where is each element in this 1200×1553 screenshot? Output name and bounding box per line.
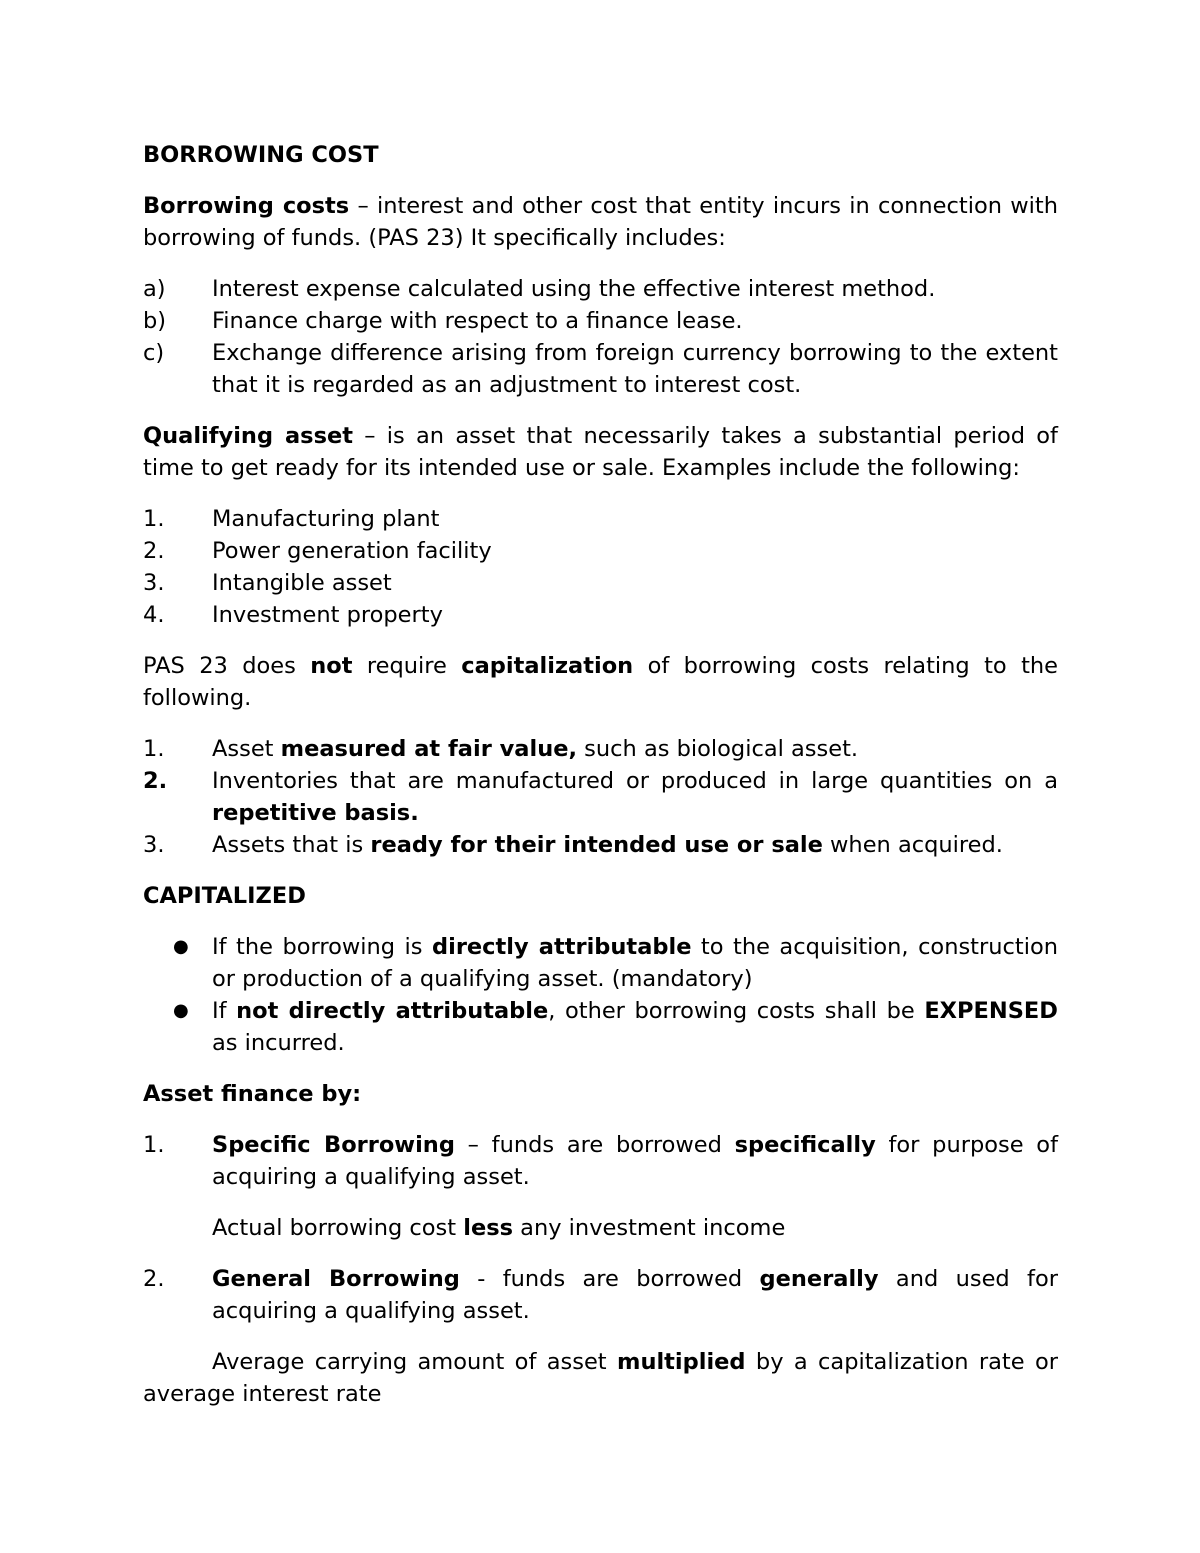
asset-finance-list-2 <box>143 1263 1058 1327</box>
term-borrowing-costs: Borrowing costs <box>143 193 350 219</box>
borrowing-costs-definition: Borrowing costs – interest and other cost that entity incurs in connection with borrowing of funds. (PAS 23) It specifically includes: <box>143 193 1058 251</box>
list-item: 1. Specific Borrowing – funds are borrowed specifically for purpose of acquiring a qualifying asset. <box>143 1132 1058 1190</box>
general-borrowing-note: Average carrying amount of asset multiplied by a capitalization rate or average interest rate <box>143 1349 1058 1407</box>
capitalized-list <box>143 931 1058 1059</box>
list-item: 2. Power generation facility <box>143 538 492 564</box>
includes-list <box>143 273 1058 401</box>
bullet-icon: ● <box>173 1000 189 1021</box>
list-item: 3. Assets that is ready for their intended use or sale when acquired. <box>143 832 1003 858</box>
qualifying-asset-definition: Qualifying asset – is an asset that necessarily takes a substantial period of time to get ready for its intended use or sale. Examples include the following: <box>143 423 1058 481</box>
list-item: b) Finance charge with respect to a finance lease. <box>143 308 743 334</box>
specific-borrowing-note: Actual borrowing cost less any investment income <box>212 1215 786 1241</box>
list-item: 2. Inventories that are manufactured or produced in large quantities on a repetitive basis. <box>143 768 1058 826</box>
list-item: 2. General Borrowing - funds are borrowed generally and used for acquiring a qualifying asset. <box>143 1266 1058 1324</box>
list-item: 4. Investment property <box>143 602 443 628</box>
list-item: 3. Intangible asset <box>143 570 392 596</box>
bullet-icon: ● <box>173 936 189 957</box>
list-item: ● If the borrowing is directly attributable to the acquisition, construction or production of a qualifying asset. (mandatory) <box>143 931 1058 995</box>
examples-list <box>143 503 1058 631</box>
asset-finance-list <box>143 1129 1058 1193</box>
list-item: c) Exchange difference arising from foreign currency borrowing to the extent that it is regarded as an adjustment to interest cost. <box>143 340 1058 398</box>
capitalized-heading: CAPITALIZED <box>143 883 306 909</box>
list-item: 1. Manufacturing plant <box>143 506 440 532</box>
pas23-paragraph: PAS 23 does not require capitalization of borrowing costs relating to the following. <box>143 653 1059 711</box>
list-item: 1. Asset measured at fair value, such as biological asset. <box>143 736 859 762</box>
list-item: a) Interest expense calculated using the effective interest method. <box>143 276 936 302</box>
not-required-list <box>143 733 1058 861</box>
document-title: BORROWING COST <box>143 142 379 168</box>
term-qualifying-asset: Qualifying asset <box>143 423 353 449</box>
list-item: ● If not directly attributable, other borrowing costs shall be EXPENSED as incurred. <box>143 995 1058 1059</box>
asset-finance-heading: Asset finance by: <box>143 1081 362 1107</box>
document-body <box>143 139 1058 1410</box>
